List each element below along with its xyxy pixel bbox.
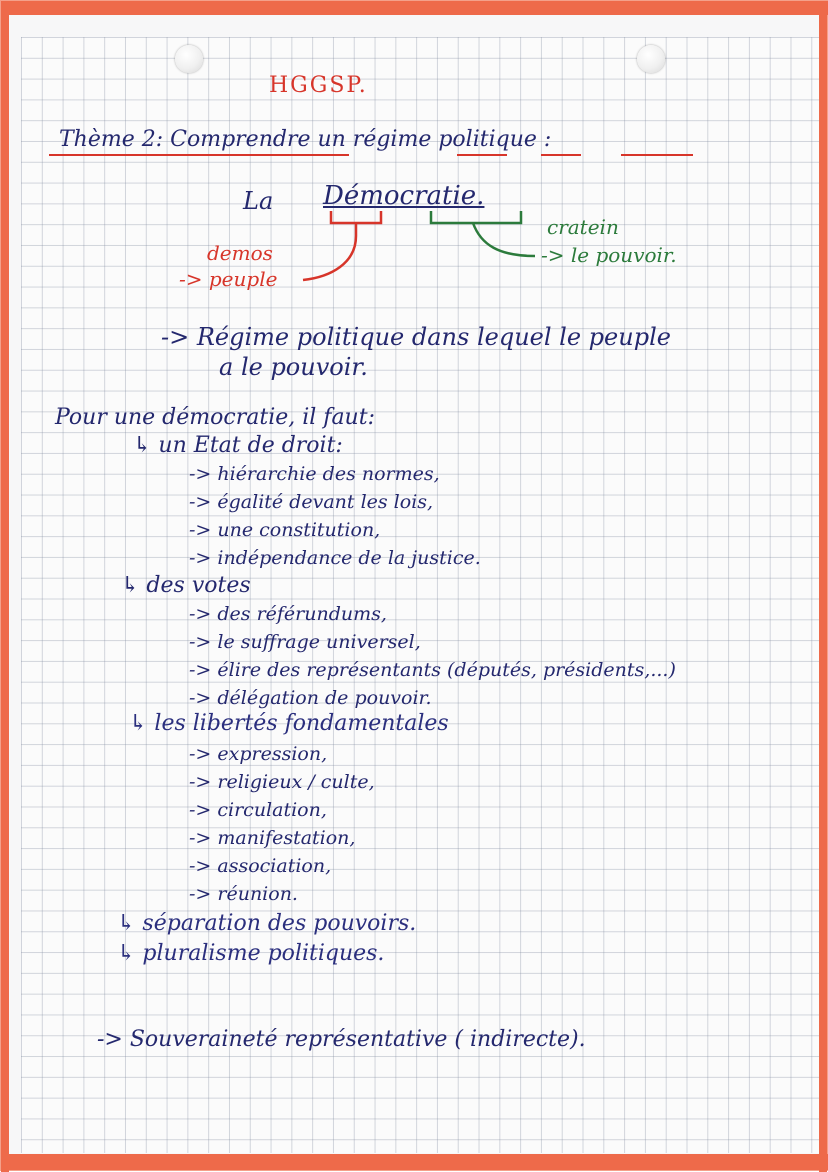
etymology-cratein-meaning: -> le pouvoir. (541, 243, 677, 267)
title-word: Démocratie. (323, 181, 485, 211)
definition-line-2: a le pouvoir. (219, 353, 368, 381)
list-item: -> le suffrage universel, (189, 631, 421, 653)
conditions-intro: Pour une démocratie, il faut: (55, 405, 375, 430)
list-item: -> association, (189, 855, 332, 877)
extra-pluralisme: ↳ pluralisme politiques. (117, 941, 385, 966)
extra-separation: ↳ séparation des pouvoirs. (117, 911, 417, 936)
definition-line-1: -> Régime politique dans lequel le peuple (161, 323, 671, 351)
list-item: -> circulation, (189, 799, 327, 821)
list-item: -> expression, (189, 743, 328, 765)
subject-title: HGGSP. (269, 73, 368, 98)
title-article: La (243, 187, 274, 215)
list-item: -> égalité devant les lois, (189, 491, 434, 513)
list-item: -> délégation de pouvoir. (189, 687, 432, 709)
list-item: -> une constitution, (189, 519, 381, 541)
list-item: -> réunion. (189, 883, 298, 905)
list-item: -> des référundums, (189, 603, 387, 625)
list-item: -> indépendance de la justice. (189, 547, 481, 569)
list-item: -> élire des représentants (députés, présidents,...) (189, 659, 676, 681)
etymology-demos: demos (207, 241, 273, 265)
etymology-cratein: cratein (547, 215, 619, 239)
group-heading-libertes: ↳ les libertés fondamentales (129, 711, 449, 736)
conclusion: -> Souveraineté représentative ( indirecte). (97, 1027, 586, 1052)
list-item: -> religieux / culte, (189, 771, 375, 793)
etymology-demos-meaning: -> peuple (179, 267, 278, 291)
group-heading-votes: ↳ des votes (121, 573, 251, 598)
group-heading-etat-de-droit: ↳ un Etat de droit: (133, 433, 343, 458)
list-item: -> manifestation, (189, 827, 356, 849)
theme-heading: Thème 2: Comprendre un régime politique : (59, 127, 552, 152)
list-item: -> hiérarchie des normes, (189, 463, 440, 485)
